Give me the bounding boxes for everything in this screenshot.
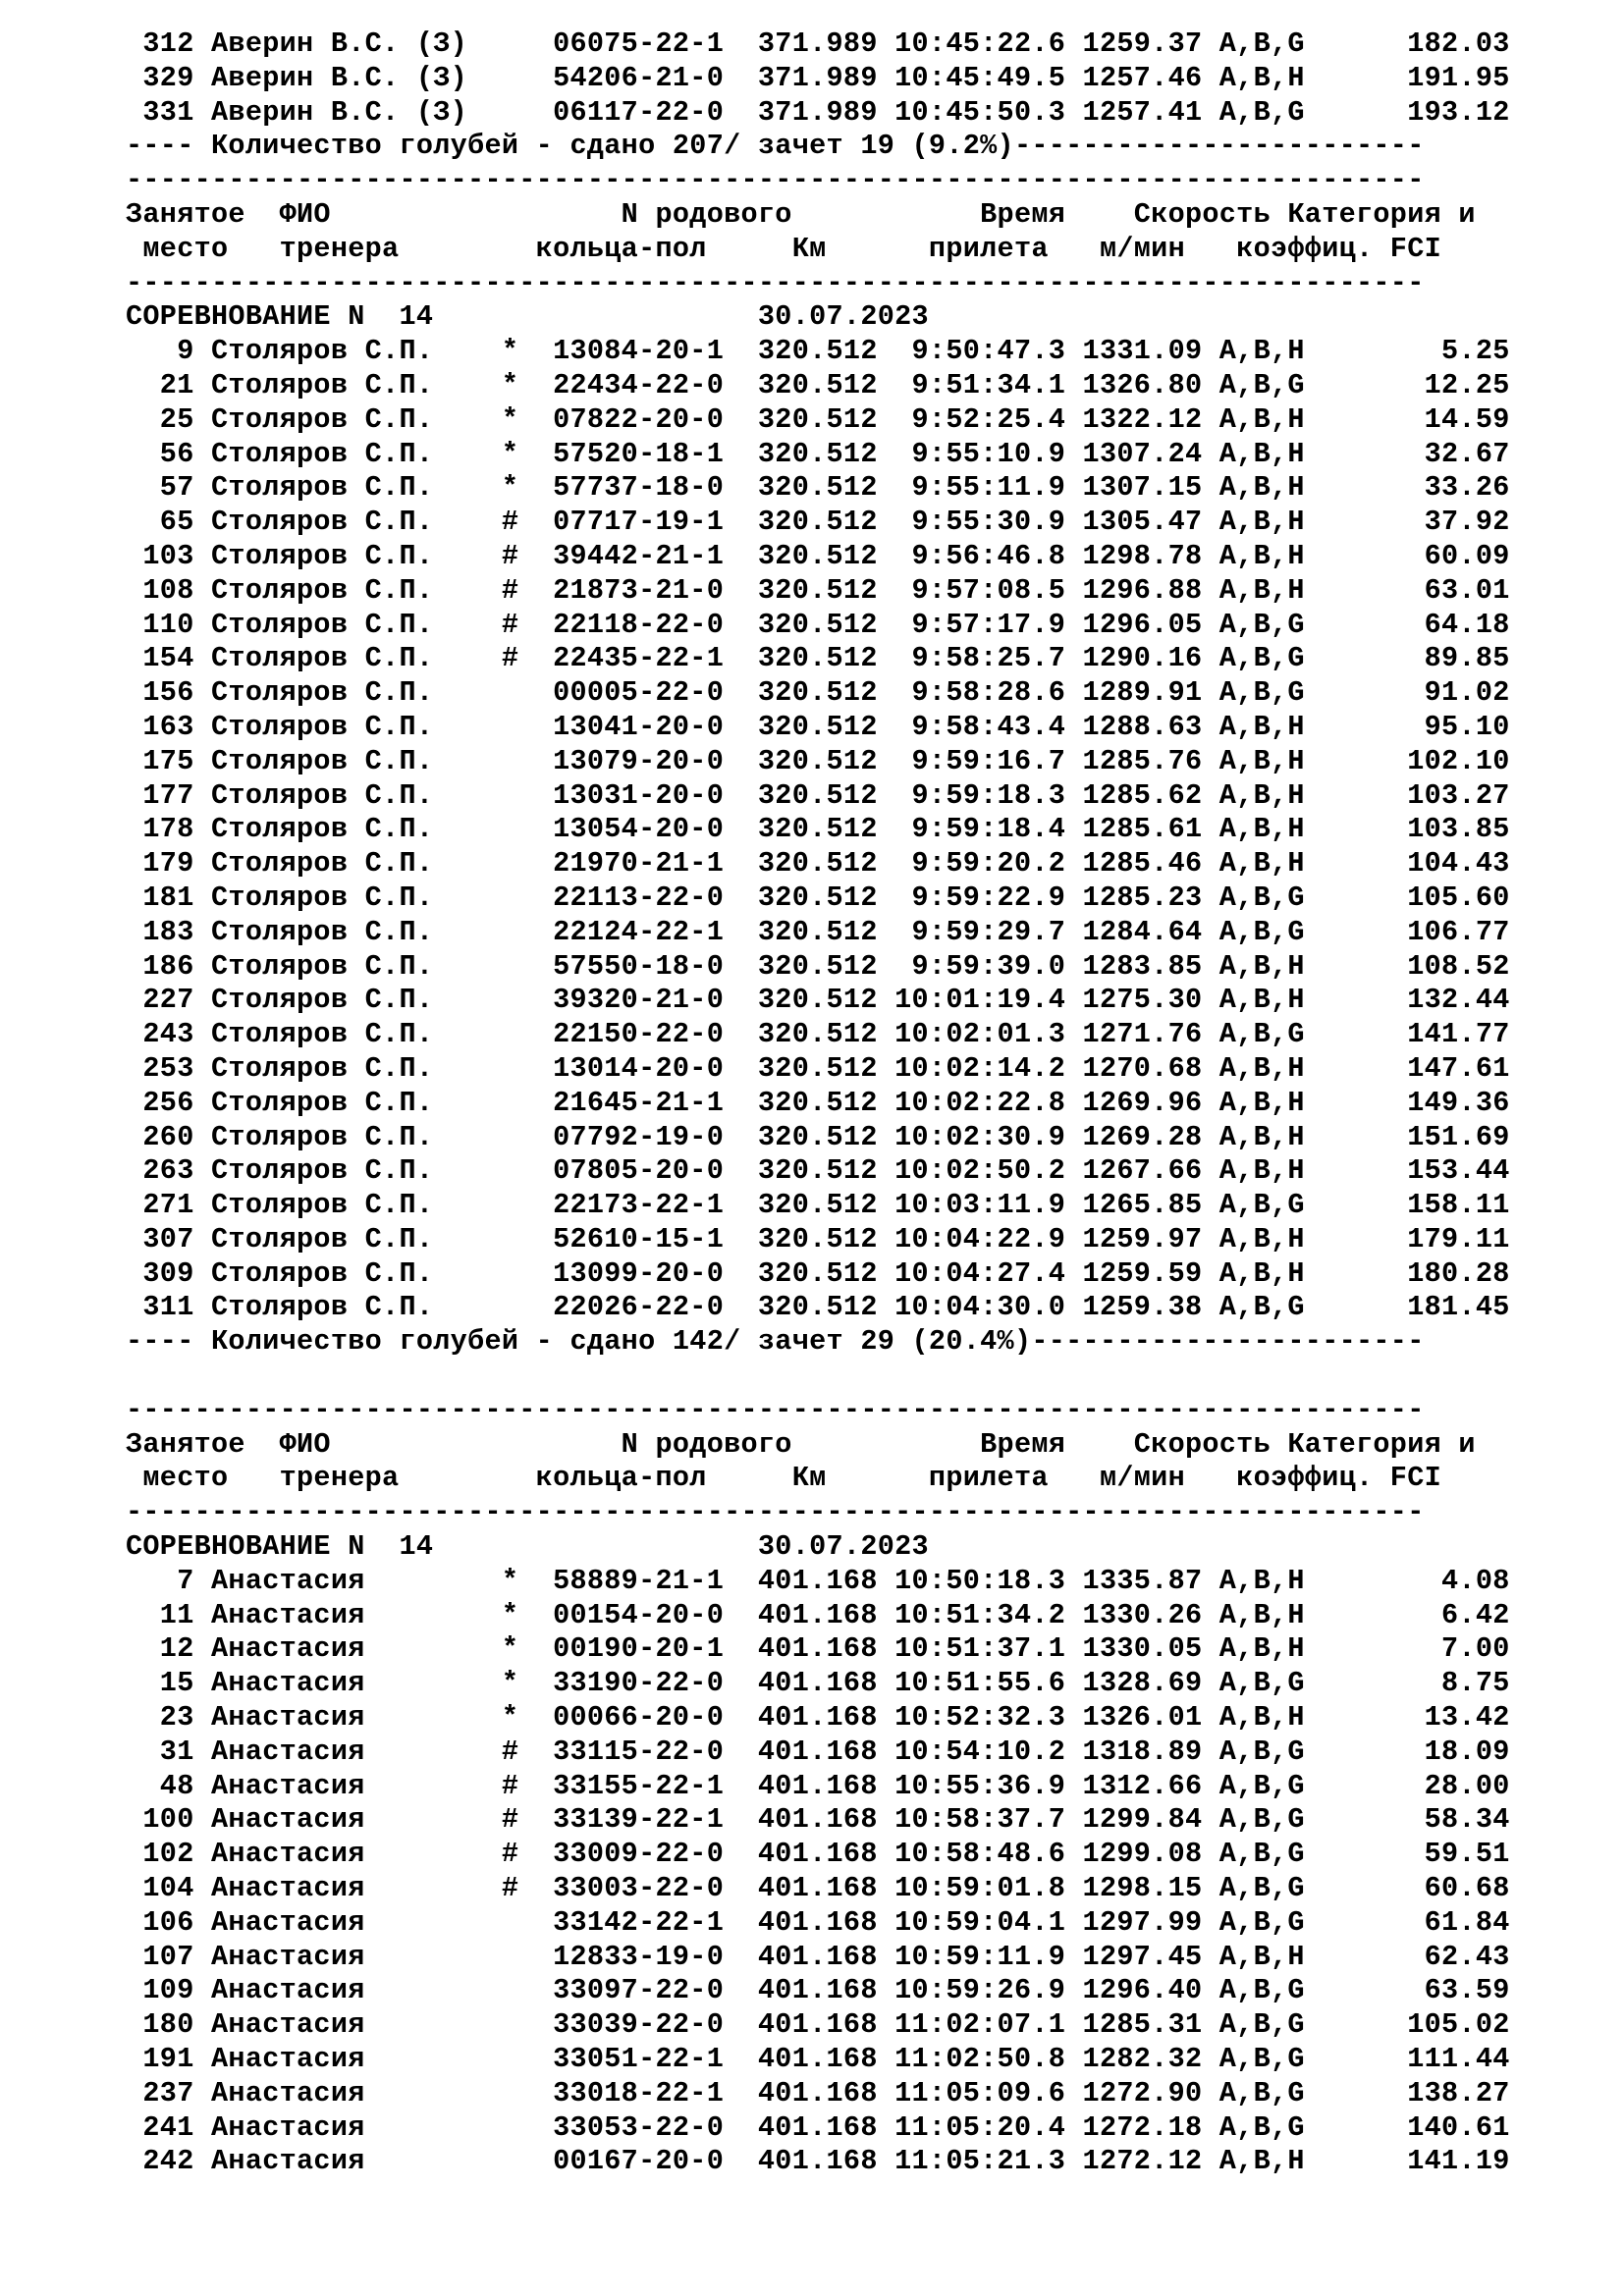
column-header-row-1: Занятое ФИО N родового Время Скорость Категория и [126,1427,1476,1461]
column-header-row-1: Занятое ФИО N родового Время Скорость Категория и [126,197,1476,231]
pigeon-count-summary: ---- Количество голубей - сдано 142/ зачет 29 (20.4%)----------------------- [126,1325,1425,1359]
table-row: 9 Столяров С.П. * 13084-20-1 320.512 9:50:47.3 1331.09 A,B,H 5.25 [126,335,1510,368]
table-row: 107 Анастасия 12833-19-0 401.168 10:59:11.9 1297.45 A,B,H 62.43 [126,1940,1510,1973]
table-row: 163 Столяров С.П. 13041-20-0 320.512 9:58:43.4 1288.63 A,B,H 95.10 [126,710,1510,743]
table-row: 7 Анастасия * 58889-21-1 401.168 10:50:18.3 1335.87 A,B,H 4.08 [126,1564,1510,1597]
table-row: 186 Столяров С.П. 57550-18-0 320.512 9:59:39.0 1283.85 A,B,H 108.52 [126,949,1510,983]
pigeon-count-summary: ---- Количество голубей - сдано 207/ зачет 19 (9.2%)------------------------ [126,130,1425,163]
table-row: 256 Столяров С.П. 21645-21-1 320.512 10:02:22.8 1269.96 A,B,H 149.36 [126,1086,1510,1119]
table-row: 311 Столяров С.П. 22026-22-0 320.512 10:04:30.0 1259.38 A,B,G 181.45 [126,1291,1510,1324]
table-row: 191 Анастасия 33051-22-1 401.168 11:02:50.8 1282.32 A,B,G 111.44 [126,2043,1510,2076]
table-row: 179 Столяров С.П. 21970-21-1 320.512 9:59:20.2 1285.46 A,B,H 104.43 [126,847,1510,881]
results-printout [126,27,1510,2179]
table-row: 57 Столяров С.П. * 57737-18-0 320.512 9:55:11.9 1307.15 A,B,H 33.26 [126,471,1510,505]
competition-header: СОРЕВНОВАНИЕ N 14 30.07.2023 [126,1530,929,1564]
table-row: 253 Столяров С.П. 13014-20-0 320.512 10:02:14.2 1270.68 A,B,H 147.61 [126,1051,1510,1085]
table-row: 108 Столяров С.П. # 21873-21-0 320.512 9:57:08.5 1296.88 A,B,H 63.01 [126,573,1510,607]
table-row: 56 Столяров С.П. * 57520-18-1 320.512 9:55:10.9 1307.24 A,B,H 32.67 [126,437,1510,470]
table-row: 106 Анастасия 33142-22-1 401.168 10:59:04.1 1297.99 A,B,G 61.84 [126,1905,1510,1939]
table-row: 65 Столяров С.П. # 07717-19-1 320.512 9:55:30.9 1305.47 A,B,H 37.92 [126,506,1510,539]
table-row: 156 Столяров С.П. 00005-22-0 320.512 9:58:28.6 1289.91 A,B,G 91.02 [126,676,1510,710]
table-row: 109 Анастасия 33097-22-0 401.168 10:59:26.9 1296.40 A,B,G 63.59 [126,1974,1510,2007]
table-row: 154 Столяров С.П. # 22435-22-1 320.512 9:58:25.7 1290.16 A,B,G 89.85 [126,642,1510,675]
separator-line: ---------------------------------------------------------------------------- [126,164,1425,197]
table-row: 227 Столяров С.П. 39320-21-0 320.512 10:01:19.4 1275.30 A,B,H 132.44 [126,984,1510,1017]
table-row: 104 Анастасия # 33003-22-0 401.168 10:59:01.8 1298.15 A,B,G 60.68 [126,1872,1510,1905]
table-row: 48 Анастасия # 33155-22-1 401.168 10:55:36.9 1312.66 A,B,G 28.00 [126,1769,1510,1802]
table-row: 178 Столяров С.П. 13054-20-0 320.512 9:59:18.4 1285.61 A,B,H 103.85 [126,813,1510,846]
table-row: 181 Столяров С.П. 22113-22-0 320.512 9:59:22.9 1285.23 A,B,G 105.60 [126,881,1510,914]
table-row: 237 Анастасия 33018-22-1 401.168 11:05:09.6 1272.90 A,B,G 138.27 [126,2076,1510,2109]
column-header-row-2: место тренера кольца-пол Км прилета м/мин коэффиц. FCI [126,232,1442,265]
table-row: 271 Столяров С.П. 22173-22-1 320.512 10:03:11.9 1265.85 A,B,G 158.11 [126,1189,1510,1222]
table-row: 110 Столяров С.П. # 22118-22-0 320.512 9:57:17.9 1296.05 A,B,G 64.18 [126,608,1510,641]
table-row: 312 Аверин В.С. (З) 06075-22-1 371.989 10:45:22.6 1259.37 A,B,G 182.03 [126,27,1510,60]
table-row: 102 Анастасия # 33009-22-0 401.168 10:58:48.6 1299.08 A,B,G 59.51 [126,1838,1510,1871]
table-row: 241 Анастасия 33053-22-0 401.168 11:05:20.4 1272.18 A,B,G 140.61 [126,2110,1510,2144]
table-row: 31 Анастасия # 33115-22-0 401.168 10:54:10.2 1318.89 A,B,G 18.09 [126,1735,1510,1768]
table-row: 307 Столяров С.П. 52610-15-1 320.512 10:04:22.9 1259.97 A,B,H 179.11 [126,1222,1510,1255]
table-row: 21 Столяров С.П. * 22434-22-0 320.512 9:51:34.1 1326.80 A,B,G 12.25 [126,368,1510,401]
table-row: 103 Столяров С.П. # 39442-21-1 320.512 9:56:46.8 1298.78 A,B,H 60.09 [126,539,1510,572]
column-header-row-2: место тренера кольца-пол Км прилета м/мин коэффиц. FCI [126,1462,1442,1495]
separator-line: ---------------------------------------------------------------------------- [126,1496,1425,1529]
blank-line [126,1360,1510,1394]
table-row: 243 Столяров С.П. 22150-22-0 320.512 10:02:01.3 1271.76 A,B,G 141.77 [126,1018,1510,1051]
table-row: 15 Анастасия * 33190-22-0 401.168 10:51:55.6 1328.69 A,B,G 8.75 [126,1667,1510,1700]
table-row: 329 Аверин В.С. (З) 54206-21-0 371.989 10:45:49.5 1257.46 A,B,H 191.95 [126,61,1510,94]
table-row: 263 Столяров С.П. 07805-20-0 320.512 10:02:50.2 1267.66 A,B,H 153.44 [126,1154,1510,1188]
table-row: 100 Анастасия # 33139-22-1 401.168 10:58:37.7 1299.84 A,B,G 58.34 [126,1803,1510,1837]
separator-line: ---------------------------------------------------------------------------- [126,266,1425,299]
table-row: 11 Анастасия * 00154-20-0 401.168 10:51:34.2 1330.26 A,B,H 6.42 [126,1598,1510,1631]
table-row: 175 Столяров С.П. 13079-20-0 320.512 9:59:16.7 1285.76 A,B,H 102.10 [126,744,1510,777]
table-row: 260 Столяров С.П. 07792-19-0 320.512 10:02:30.9 1269.28 A,B,H 151.69 [126,1120,1510,1153]
table-row: 180 Анастасия 33039-22-0 401.168 11:02:07.1 1285.31 A,B,G 105.02 [126,2008,1510,2042]
competition-header: СОРЕВНОВАНИЕ N 14 30.07.2023 [126,300,929,334]
table-row: 183 Столяров С.П. 22124-22-1 320.512 9:59:29.7 1284.64 A,B,G 106.77 [126,915,1510,948]
table-row: 331 Аверин В.С. (З) 06117-22-0 371.989 10:45:50.3 1257.41 A,B,G 193.12 [126,95,1510,129]
table-row: 12 Анастасия * 00190-20-1 401.168 10:51:37.1 1330.05 A,B,H 7.00 [126,1632,1510,1666]
table-row: 242 Анастасия 00167-20-0 401.168 11:05:21.3 1272.12 A,B,H 141.19 [126,2145,1510,2178]
separator-line: ---------------------------------------------------------------------------- [126,1393,1425,1426]
table-row: 25 Столяров С.П. * 07822-20-0 320.512 9:52:25.4 1322.12 A,B,H 14.59 [126,402,1510,436]
table-row: 177 Столяров С.П. 13031-20-0 320.512 9:59:18.3 1285.62 A,B,H 103.27 [126,778,1510,812]
table-row: 309 Столяров С.П. 13099-20-0 320.512 10:04:27.4 1259.59 A,B,H 180.28 [126,1256,1510,1290]
table-row: 23 Анастасия * 00066-20-0 401.168 10:52:32.3 1326.01 A,B,H 13.42 [126,1701,1510,1735]
